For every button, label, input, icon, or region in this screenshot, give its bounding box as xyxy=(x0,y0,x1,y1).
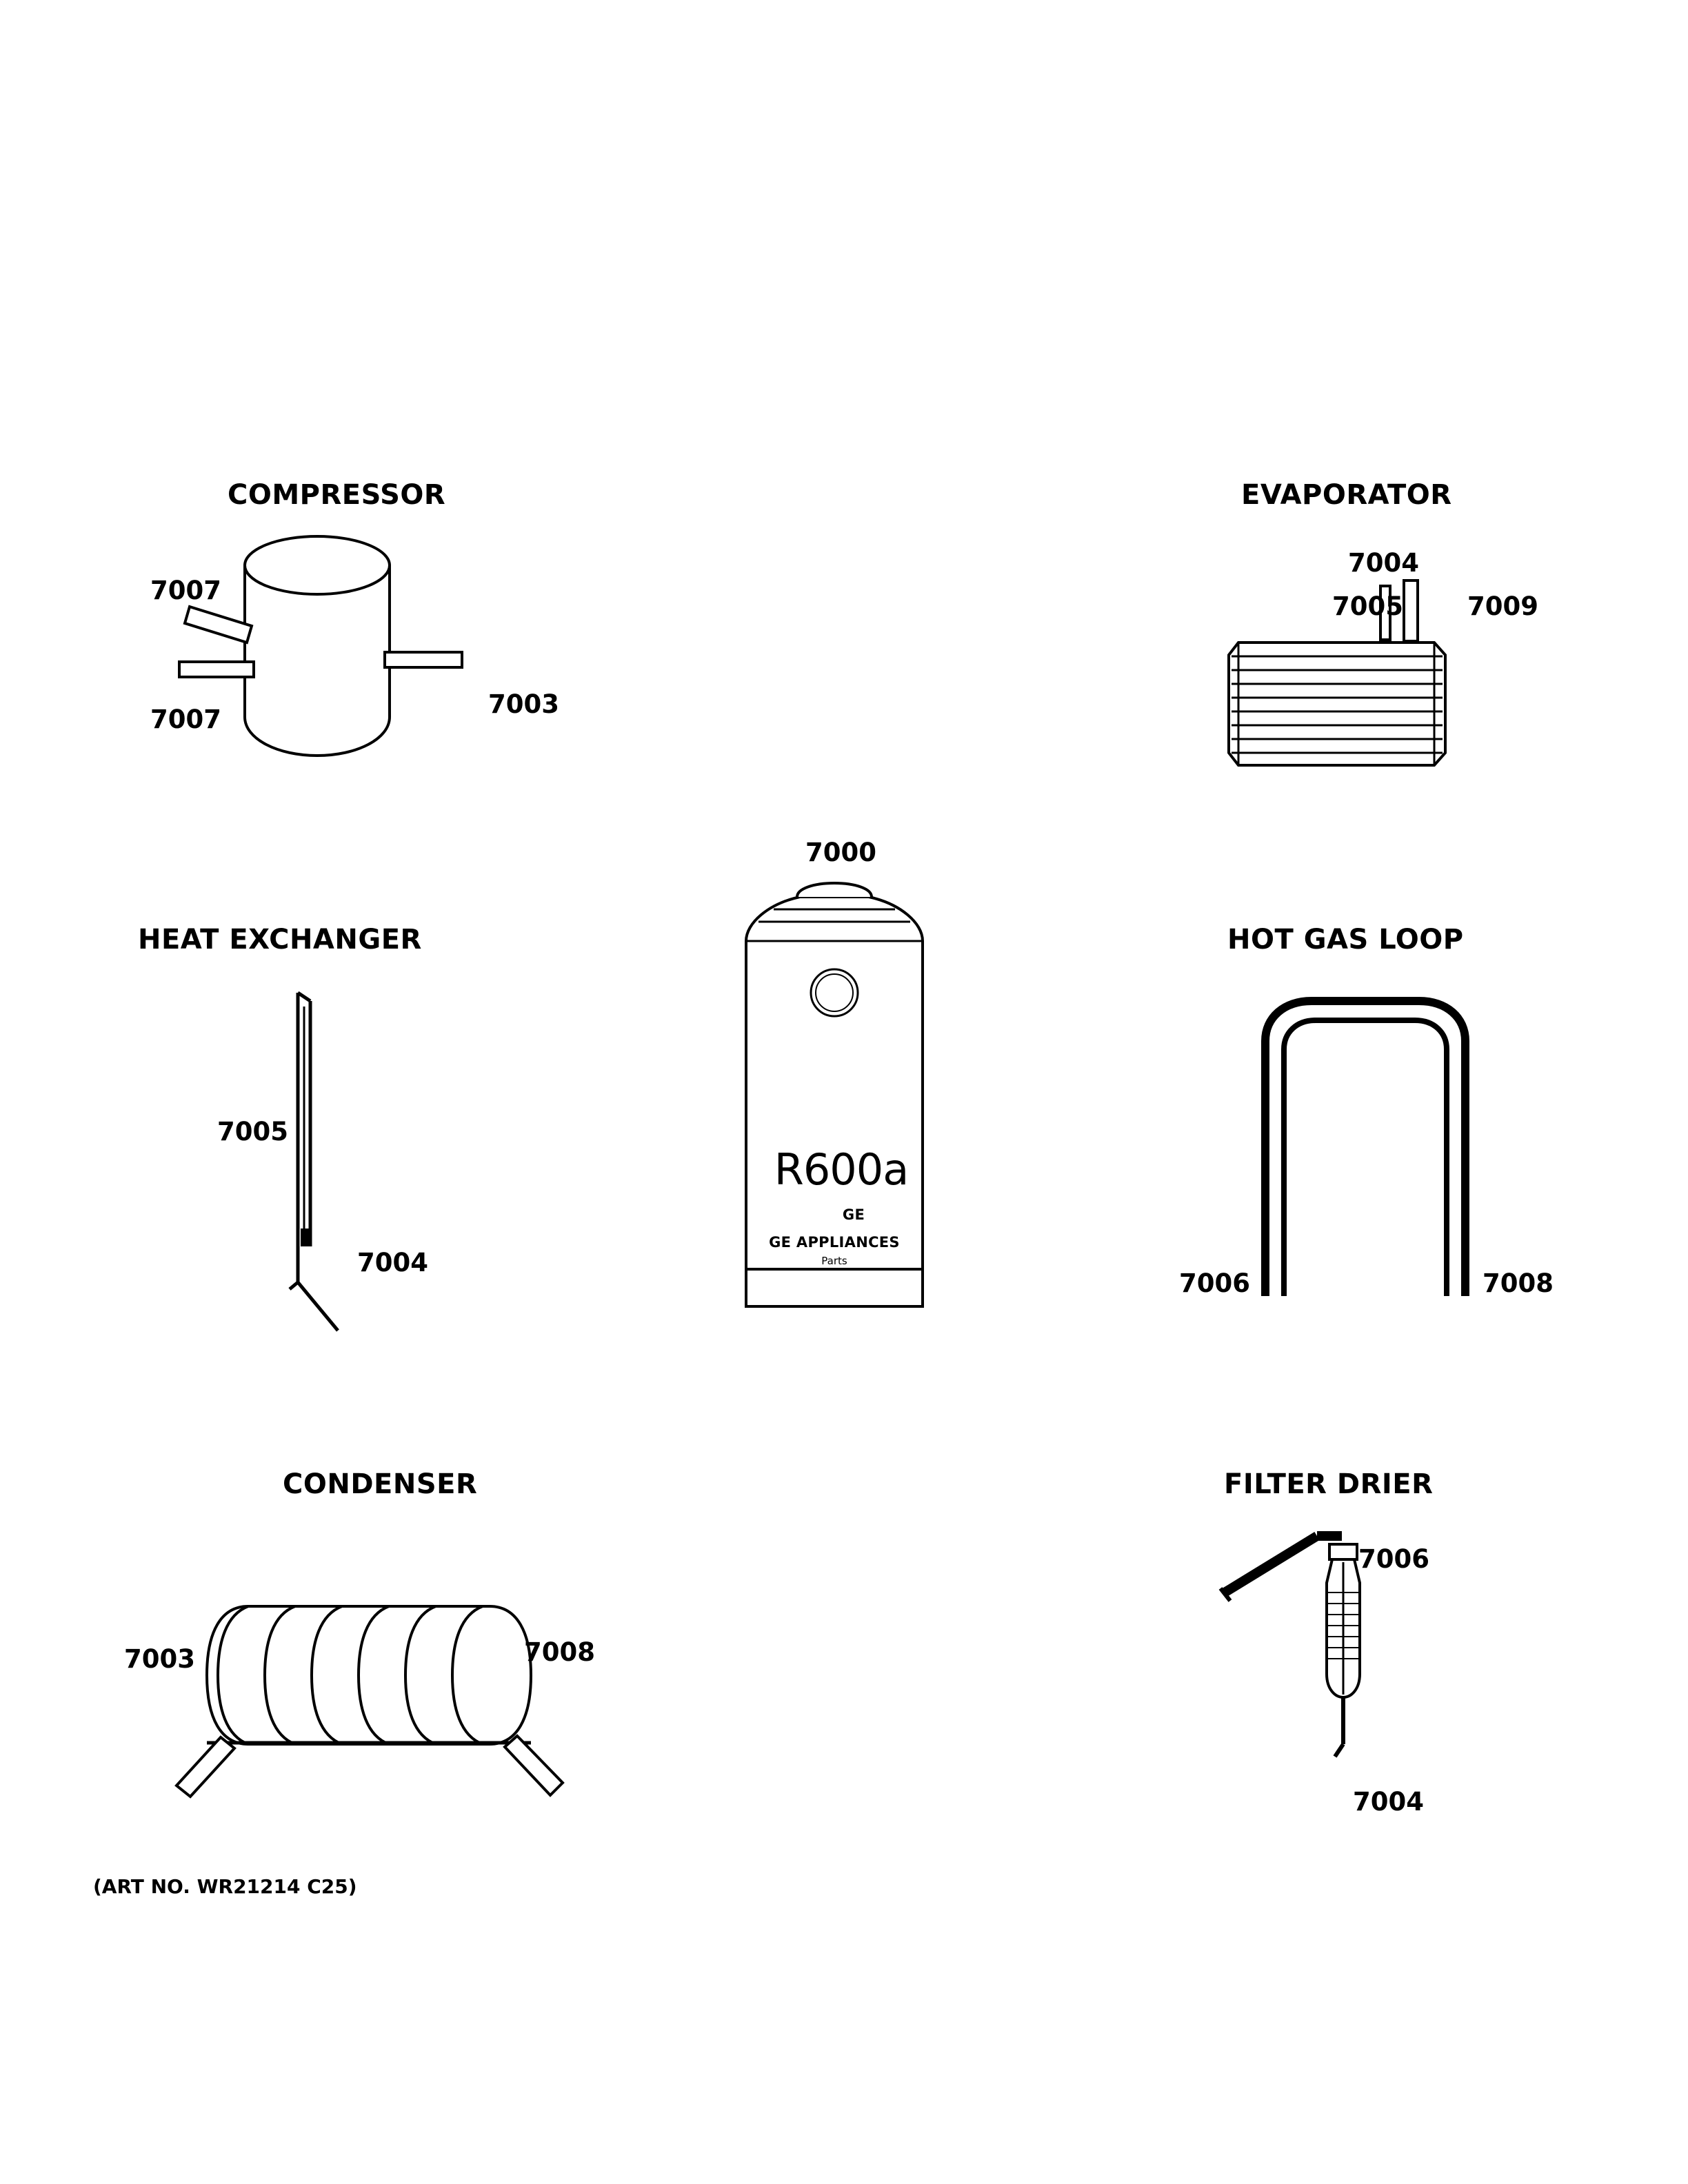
callout-compressor-7007-lower: 7007 xyxy=(150,705,221,734)
can-monogram: GE xyxy=(842,1206,865,1223)
section-title-filter-drier: FILTER DRIER xyxy=(1224,1468,1434,1500)
section-title-compressor: COMPRESSOR xyxy=(228,479,446,511)
section-title-condenser: CONDENSER xyxy=(283,1468,478,1500)
callout-can-7000: 7000 xyxy=(805,838,876,867)
compressor-illustration xyxy=(152,524,538,800)
can-product-code: R600a xyxy=(774,1144,909,1195)
art-number-note: (ART NO. WR21214 C25) xyxy=(93,1875,357,1898)
section-title-evaporator: EVAPORATOR xyxy=(1241,479,1452,511)
callout-filter-drier-7004: 7004 xyxy=(1353,1787,1424,1817)
condenser-illustration xyxy=(172,1579,641,1806)
section-title-heat-exchanger: HEAT EXCHANGER xyxy=(138,924,422,956)
callout-filter-drier-7006: 7006 xyxy=(1358,1544,1429,1574)
callout-compressor-7003: 7003 xyxy=(488,689,559,719)
callout-evaporator-7005: 7005 xyxy=(1332,592,1403,621)
callout-heat-exchanger-7004: 7004 xyxy=(357,1248,428,1277)
can-brand-name: GE APPLIANCES xyxy=(769,1234,900,1251)
callout-evaporator-7004: 7004 xyxy=(1348,548,1419,578)
callout-compressor-7007-upper: 7007 xyxy=(150,576,221,605)
callout-heat-exchanger-7005: 7005 xyxy=(217,1117,288,1146)
callout-hot-gas-loop-7006: 7006 xyxy=(1179,1268,1250,1298)
section-title-hot-gas-loop: HOT GAS LOOP xyxy=(1227,924,1464,956)
callout-evaporator-7009: 7009 xyxy=(1467,592,1538,621)
callout-condenser-7008: 7008 xyxy=(524,1637,595,1667)
callout-hot-gas-loop-7008: 7008 xyxy=(1483,1268,1554,1298)
can-brand-sub: Parts xyxy=(821,1255,847,1267)
callout-condenser-7003: 7003 xyxy=(124,1644,195,1674)
filter-drier-illustration xyxy=(1214,1517,1489,1806)
hot-gas-loop-illustration xyxy=(1234,986,1524,1310)
heat-exchanger-illustration xyxy=(262,986,441,1337)
